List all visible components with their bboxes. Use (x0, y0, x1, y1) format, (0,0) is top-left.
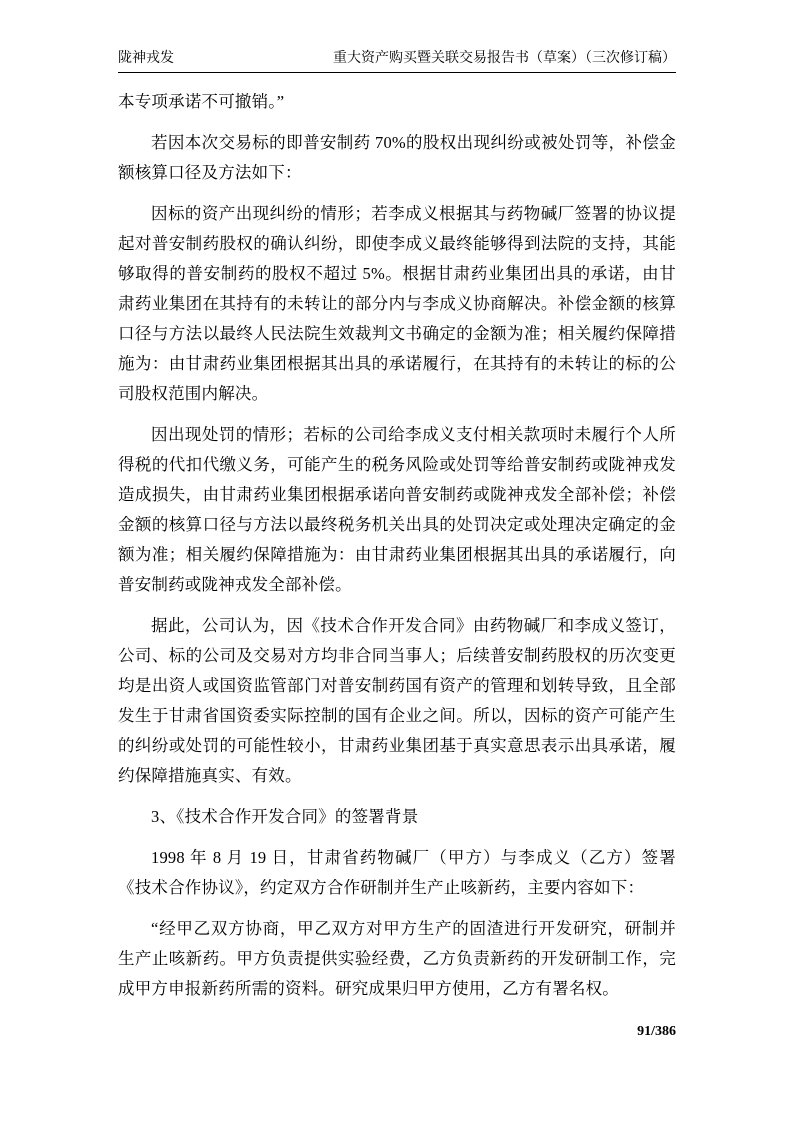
paragraph: 若因本次交易标的即普安制药 70%的股权出现纠纷或被处罚等，补偿金额核算口径及方法如下： (118, 133, 676, 182)
page-number: 91/386 (637, 1024, 676, 1039)
page-header (118, 50, 676, 73)
header-left-title: 陇神戎发 (118, 51, 174, 66)
header-right-title: 重大资产购买暨关联交易报告书（草案）（三次修订稿） (333, 51, 676, 66)
paragraph: 因出现处罚的情形；若标的公司给李成义支付相关款项时未履行个人所得税的代扣代缴义务，可能产生的税务风险或处罚等给普安制药或陇神戎发造成损失，由甘肃药业集团根据承诺向普安制药或陇神戎发全部补偿；补偿金额的核算口径与方法以最终税务机关出具的处罚决定或处理决定确定的金额为准；相关履约保障措施为：由甘肃药业集团根据其出具的承诺履行，向普安制药或陇神戎发全部补偿。 (118, 425, 676, 594)
document-body (118, 87, 676, 1015)
paragraph: 因标的资产出现纠纷的情形；若李成义根据其与药物碱厂签署的协议提起对普安制药股权的确认纠纷，即使李成义最终能够得到法院的支持，其能够取得的普安制药的股权不超过 5%。根据甘肃药业集团出具的承诺，由甘肃药业集团在其持有的未转让的部分内与李成义协商解决。补偿金额的核算口径与方法以最终人民法院生效裁判文书确定的金额为准；相关履约保障措施为：由甘肃药业集团根据其出具的承诺履行，在其持有的未转让的标的公司股权范围内解决。 (118, 204, 676, 403)
paragraph: 1998 年 8 月 19 日，甘肃省药物碱厂（甲方）与李成义（乙方）签署《技术合作协议》，约定双方合作研制并生产止咳新药，主要内容如下： (118, 848, 676, 897)
section-heading: 3、《技术合作开发合同》的签署背景 (151, 807, 419, 826)
paragraph: 据此，公司认为，因《技术合作开发合同》由药物碱厂和李成义签订，公司、标的公司及交易对方均非合同当事人；后续普安制药股权的历次变更均是出资人或国资监管部门对普安制药国有资产的管理和划转导致，且全部发生于甘肃省国资委实际控制的国有企业之间。所以，因标的资产可能产生的纠纷或处罚的可能性较小，甘肃药业集团基于真实意思表示出具承诺，履约保障措施真实、有效。 (118, 616, 676, 785)
paragraph: “经甲乙双方协商，甲乙双方对甲方生产的固渣进行开发研究，研制并生产止咳新药。甲方负责提供实验经费，乙方负责新药的开发研制工作，完成甲方申报新药所需的资料。研究成果归甲方使用，乙方有署名权。 (118, 919, 676, 998)
paragraph: 本专项承诺不可撤销。” (118, 92, 285, 111)
